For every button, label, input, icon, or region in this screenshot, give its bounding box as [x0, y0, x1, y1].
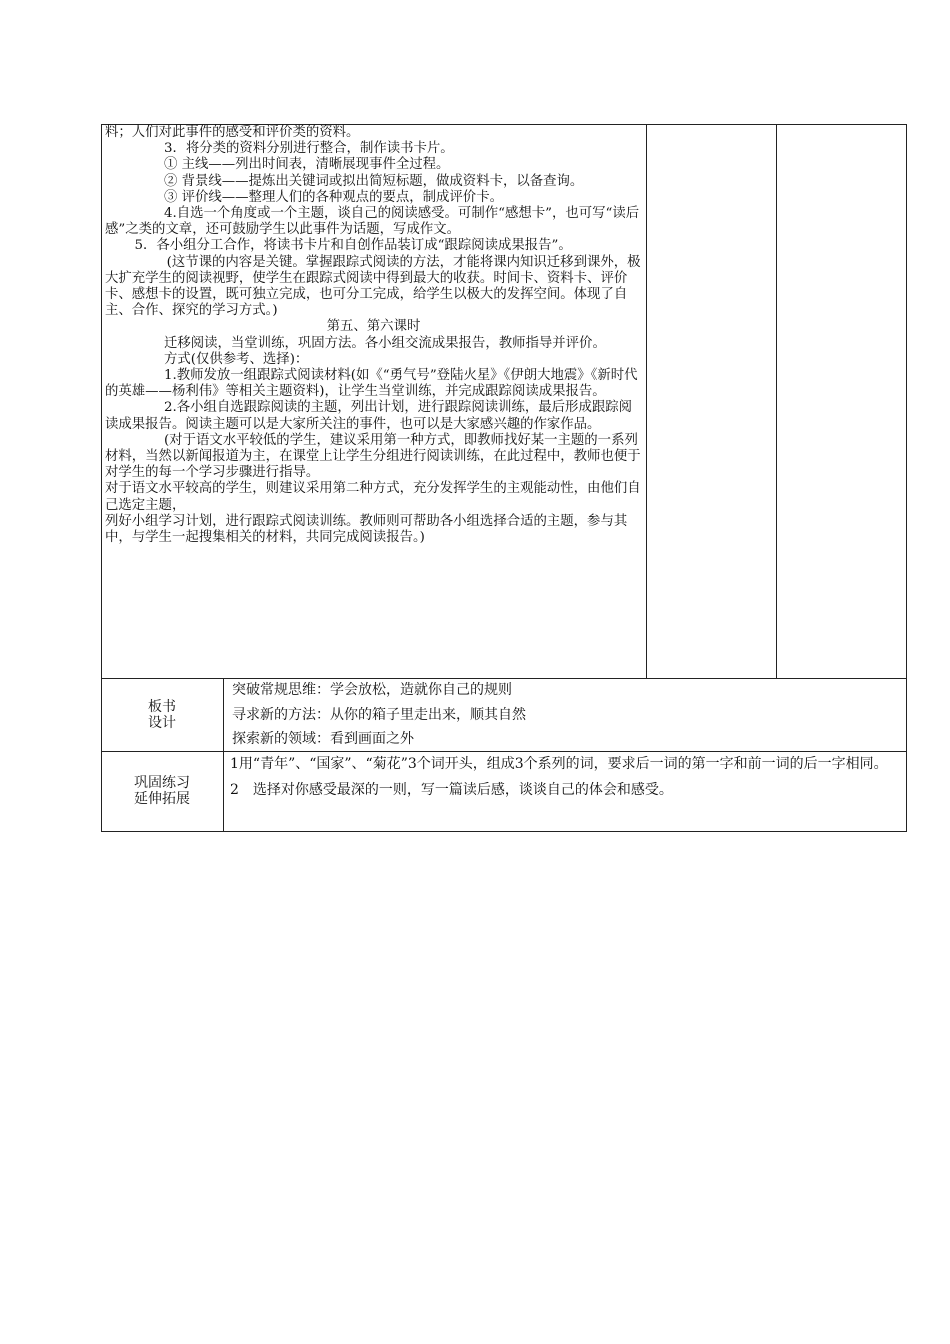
- board-item: 寻求新的方法：从你的箱子里走出来，顺其自然: [232, 706, 526, 723]
- section-heading: 第五、第六课时: [326, 319, 421, 335]
- extension-label-line1: 巩固练习: [134, 775, 190, 791]
- board-design-label: [102, 699, 222, 731]
- lesson-paragraph: ③ 评价线——整理人们的各种观点的要点，制成评价卡。: [163, 189, 503, 205]
- extension-item: 1用“青年”、“国家”、“菊花”3个词开头，组成3个系列的词，要求后一词的第一字和前一词的后一字相同。: [230, 756, 888, 772]
- board-item: 探索新的领域：看到画面之外: [232, 731, 414, 747]
- lesson-paragraph: 对于语文水平较高的学生，则建议采用第二种方式，充分发挥学生的主观能动性，由他们自己选定主题，: [105, 481, 641, 513]
- board-item: 突破常规思维：学会放松，造就你自己的规则: [232, 682, 512, 698]
- lesson-paragraph: ② 背景线——提炼出关键词或拟出简短标题，做成资料卡，以备查询。: [163, 173, 584, 189]
- lesson-paragraph: 1.教师发放一组跟踪式阅读材料(如《“勇气号”登陆火星》《伊朗大地震》《新时代的英雄——杨利伟》等相关主题资料)，让学生当堂训练，并完成跟踪阅读成果报告。: [105, 368, 638, 400]
- board-design-content: [232, 678, 902, 752]
- column-divider-1: [646, 124, 647, 678]
- lesson-paragraph: 3．将分类的资料分别进行整合，制作读书卡片。: [163, 141, 454, 157]
- lesson-paragraph: (这节课的内容是关键。掌握跟踪式阅读的方法，才能将课内知识迁移到课外，极大扩充学生的阅读视野，使学生在跟踪式阅读中得到最大的收获。时间卡、资料卡、评价卡、感想卡的设置，既可独立完成，也可分工完成，给学生以极大的发挥空间。体现了自主、合作、探究的学习方式。): [105, 254, 641, 319]
- lesson-paragraph: 料；人们对此事件的感受和评价类的资料。: [105, 125, 360, 140]
- board-design-label-line2: 设计: [148, 715, 176, 731]
- label-column-divider: [223, 678, 224, 832]
- extension-item: 2 选择对你感受最深的一则，写一篇读后感，谈谈自己的体会和感受。: [230, 781, 673, 798]
- extension-content: [230, 752, 902, 803]
- lesson-paragraph: (对于语文水平较低的学生，建议采用第一种方式，即教师找好某一主题的一系列材料，当然以新闻报道为主，在课堂上让学生分组进行阅读训练，在此过程中，教师也便于对学生的每一个学习步骤进行指导。: [105, 432, 641, 481]
- lesson-content-cell: [105, 125, 642, 546]
- lesson-paragraph: 列好小组学习计划，进行跟踪式阅读训练。教师则可帮助各小组选择合适的主题，参与其中，与学生一起搜集相关的材料，共同完成阅读报告。): [105, 513, 628, 546]
- column-divider-2: [776, 124, 777, 678]
- lesson-paragraph: 方式(仅供参考、选择)：: [163, 351, 309, 367]
- lesson-paragraph: ① 主线——列出时间表，清晰展现事件全过程。: [163, 157, 450, 173]
- extension-label-line2: 延伸拓展: [134, 791, 190, 807]
- extension-label: [102, 775, 222, 807]
- lesson-paragraph: 迁移阅读，当堂训练，巩固方法。各小组交流成果报告，教师指导并评价。: [163, 335, 606, 351]
- lesson-paragraph: 5．各小组分工合作，将读书卡片和自创作品装订成“跟踪阅读成果报告”。: [134, 238, 572, 254]
- lesson-paragraph: 2.各小组自选跟踪阅读的主题，列出计划，进行跟踪阅读训练，最后形成跟踪阅读成果报告。阅读主题可以是大家所关注的事件，也可以是大家感兴趣的作家作品。: [105, 400, 633, 432]
- board-design-label-line1: 板书: [148, 699, 176, 715]
- lesson-paragraph: 4.自选一个角度或一个主题，谈自己的阅读感受。可制作“感想卡”，也可写“读后感”之类的文章，还可鼓励学生以此事件为话题，写成作文。: [105, 206, 640, 238]
